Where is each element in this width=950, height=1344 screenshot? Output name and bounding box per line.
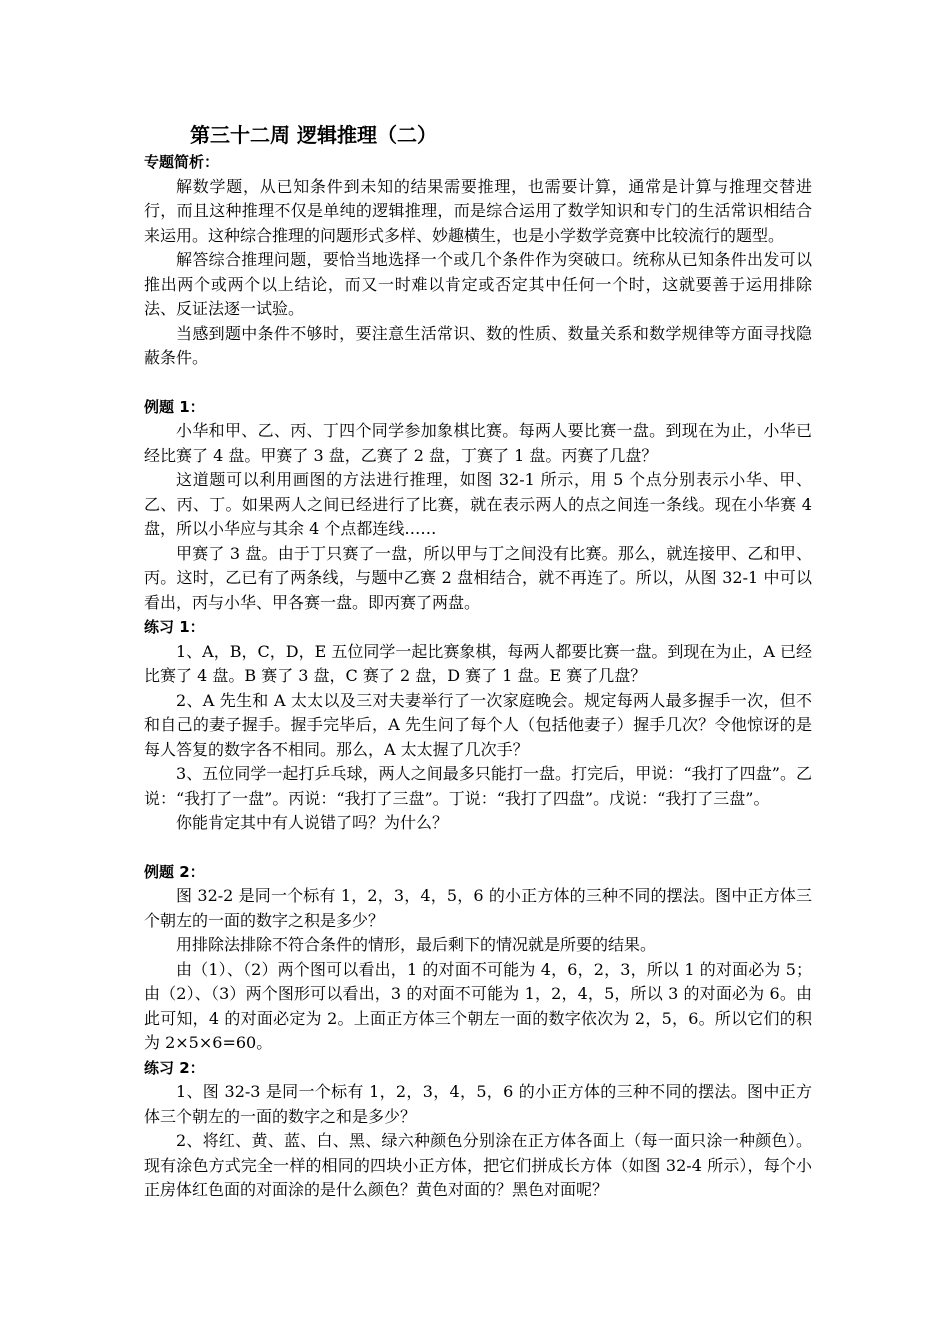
paragraph: 解答综合推理问题，要恰当地选择一个或几个条件作为突破口。统称从已知条件出发可以推出两个或两个以上结论，而又一时难以肯定或否定其中任何一个时，这就要善于运用排除法、反证法逐一试验。 (144, 250, 812, 318)
paragraph: 用排除法排除不符合条件的情形，最后剩下的情况就是所要的结果。 (176, 935, 657, 954)
practice-1-label: 练习 1： (144, 618, 205, 636)
practice-1-section (144, 615, 812, 836)
practice-2-label: 练习 2： (144, 1058, 205, 1077)
practice-2-section (144, 1056, 812, 1203)
paragraph: 1、A，B，C，D，E 五位同学一起比赛象棋，每两人都要比赛一盘。到现在为止，A 已经比赛了 4 盘。B 赛了 3 盘，C 赛了 2 盘，D 赛了 1 盘。E 赛了几盘？ (144, 641, 812, 685)
spacer (144, 836, 812, 860)
spacer (144, 371, 812, 395)
paragraph: 由（1）、（2）两个图可以看出，1 的对面不可能为 4，6，2，3，所以 1 的对面必为 5；由（2）、（3）两个图形可以看出，3 的对面不可能为 1，2，4，5，所以 3 的对面必为 6。由此可知，4 的对面必定为 2。上面正方体三个朝左一面的数字依次为 2，5，6。所以它们的积为 2×5×6=60。 (144, 959, 812, 1052)
paragraph: 1、图 32-3 是同一个标有 1，2，3，4，5，6 的小正方体的三种不同的摆法。图中正方体三个朝左的一面的数字之和是多少？ (144, 1082, 812, 1126)
paragraph: 图 32-2 是同一个标有 1，2，3，4，5，6 的小正方体的三种不同的摆法。图中正方体三个朝左的一面的数字之积是多少？ (144, 886, 812, 930)
example-1-label: 例题 1： (144, 397, 205, 416)
page-title: 第三十二周 逻辑推理（二） (190, 123, 437, 147)
paragraph: 2、A 先生和 A 太太以及三对夫妻举行了一次家庭晚会。规定每两人最多握手一次，但不和自己的妻子握手。握手完毕后，A 先生问了每个人（包括他妻子）握手几次？令他惊讶的是每人答复的数字各不相同。那么，A 太太握了几次手？ (144, 690, 812, 759)
paragraph: 小华和甲、乙、丙、丁四个同学参加象棋比赛。每两人要比赛一盘。到现在为止，小华已经比赛了 4 盘。甲赛了 3 盘，乙赛了 2 盘，丁赛了 1 盘。丙赛了几盘？ (144, 421, 812, 465)
paragraph: 解数学题，从已知条件到未知的结果需要推理，也需要计算，通常是计算与推理交替进行，而且这种推理不仅是单纯的逻辑推理，而是综合运用了数学知识和专门的生活常识相结合来运用。这种综合推理的问题形式多样、妙趣横生，也是小学数学竞赛中比较流行的题型。 (144, 176, 812, 245)
paragraph: 这道题可以利用画图的方法进行推理，如图 32-1 所示，用 5 个点分别表示小华、甲、乙、丙、丁。如果两人之间已经进行了比赛，就在表示两人的点之间连一条线。现在小华赛 4 盘，所以小华应与其余 4 个点都连线…… (144, 470, 812, 538)
paragraph: 你能肯定其中有人说错了吗？为什么？ (176, 813, 449, 832)
paragraph: 当感到题中条件不够时，要注意生活常识、数的性质、数量关系和数学规律等方面寻找隐蔽条件。 (144, 323, 812, 367)
analysis-section (144, 150, 812, 371)
paragraph: 甲赛了 3 盘。由于丁只赛了一盘，所以甲与丁之间没有比赛。那么，就连接甲、乙和甲、丙。这时，乙已有了两条线，与题中乙赛 2 盘相结合，就不再连了。所以，从图 32-1 中可以看出，丙与小华、甲各赛一盘。即丙赛了两盘。 (144, 543, 812, 612)
example-2-section (144, 860, 812, 1056)
example-2-label: 例题 2： (144, 862, 205, 881)
example-1-section (144, 395, 812, 616)
paragraph: 2、将红、黄、蓝、白、黑、绿六种颜色分别涂在正方体各面上（每一面只涂一种颜色）。现有涂色方式完全一样的相同的四块小正方体，把它们拼成长方体（如图 32-4 所示），每个小正房体红色面的对面涂的是什么颜色？黄色对面的？黑色对面呢？ (144, 1131, 812, 1199)
document-content (144, 120, 812, 1203)
paragraph: 3、五位同学一起打乒乓球，两人之间最多只能打一盘。打完后，甲说：“我打了四盘”。乙说：“我打了一盘”。丙说：“我打了三盘”。丁说：“我打了四盘”。戊说：“我打了三盘”。 (144, 764, 812, 808)
analysis-label: 专题简析： (144, 153, 220, 171)
